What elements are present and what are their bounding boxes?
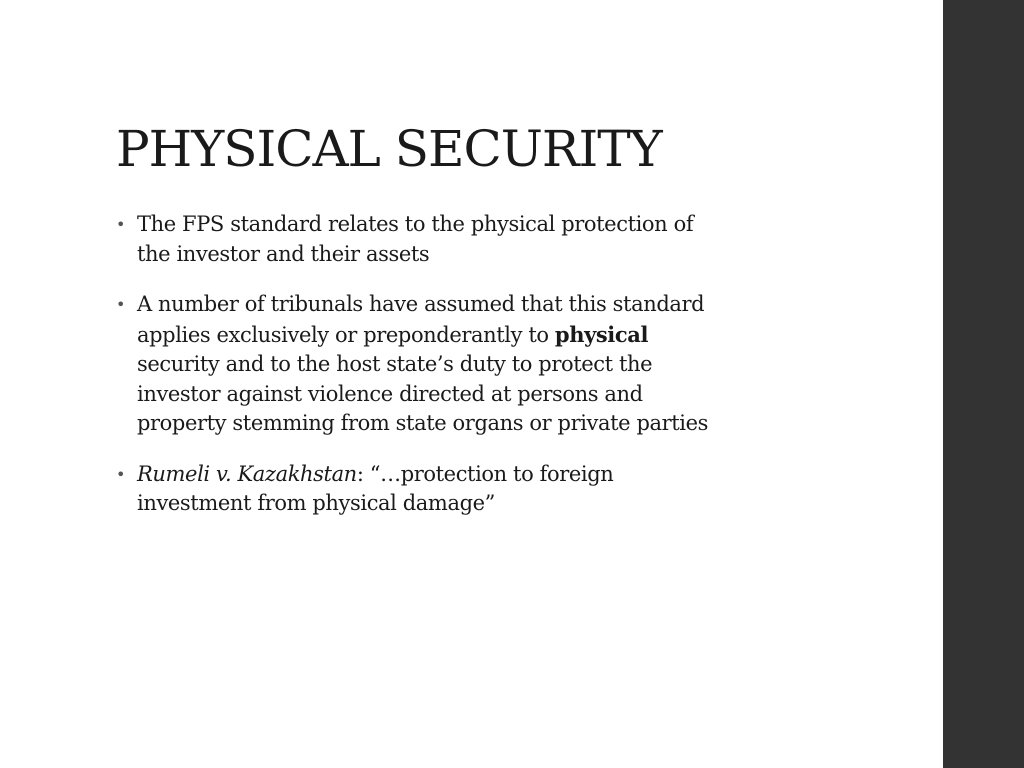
slide-title: PHYSICAL SECURITY — [116, 120, 662, 178]
bullet-item — [116, 210, 816, 269]
bullet-text-line: investment from physical damage” — [137, 491, 495, 515]
bullet-text-line: the investor and their assets — [137, 241, 430, 266]
case-name: Rumeli v. Kazakhstan — [137, 461, 357, 486]
bullet-dot-icon: • — [116, 215, 126, 234]
bullet-text-line: security and to the host state’s duty to protect the — [137, 352, 653, 376]
bullet-dot-icon: • — [116, 464, 126, 484]
decorative-side-bar — [943, 0, 1024, 768]
bullet-text-line — [137, 320, 816, 351]
bullet-text-line: property stemming from state organs or private parties — [137, 411, 709, 435]
bold-emphasis: physical — [554, 321, 649, 347]
bullet-list — [116, 210, 816, 540]
bullet-text-line: The FPS standard relates to the physical protection of — [137, 212, 694, 236]
bullet-text-line: investor against violence directed at persons and — [137, 381, 643, 406]
bullet-item — [116, 460, 816, 519]
bullet-text-line — [137, 460, 816, 490]
bullet-text-line: A number of tribunals have assumed that this standard — [137, 292, 705, 316]
bullet-text-segment: : “…protection to foreign — [356, 461, 614, 486]
bullet-text-segment: applies exclusively or preponderantly to — [137, 322, 555, 347]
bullet-item — [116, 290, 816, 439]
bullet-dot-icon: • — [116, 295, 126, 314]
